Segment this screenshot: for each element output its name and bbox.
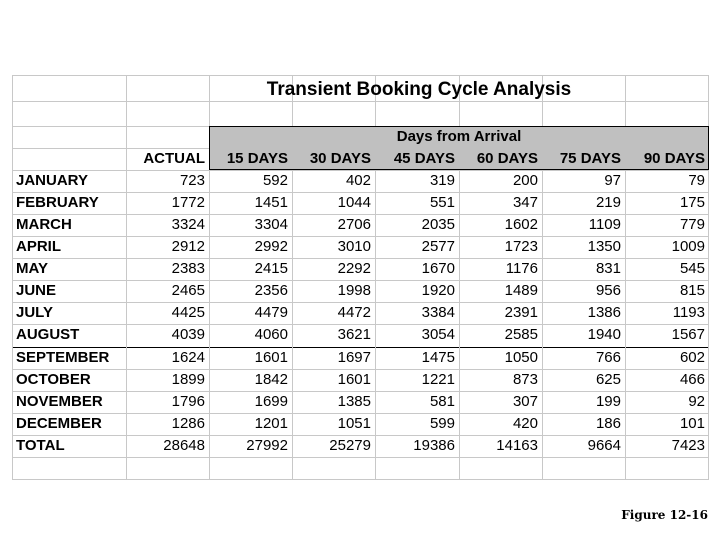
table-cell: 1624 [171, 349, 205, 366]
row-label: OCTOBER [16, 371, 91, 388]
table-cell: 92 [688, 393, 705, 410]
table-cell: 1221 [421, 371, 455, 388]
table-cell: 1051 [337, 415, 371, 432]
table-cell: 831 [595, 260, 621, 277]
column-header: ACTUAL [143, 150, 205, 167]
table-cell: 1385 [337, 393, 371, 410]
table-cell: 1109 [588, 216, 621, 233]
table-cell: 19386 [413, 437, 455, 454]
table-cell: 1286 [171, 415, 205, 432]
table-cell: 319 [429, 172, 455, 189]
table-cell: 402 [345, 172, 371, 189]
row-label: APRIL [16, 238, 61, 255]
column-header: 60 DAYS [476, 150, 538, 167]
row-label: NOVEMBER [16, 393, 103, 410]
table-cell: 956 [595, 282, 621, 299]
table-cell: 420 [512, 415, 538, 432]
row-label: MAY [16, 260, 48, 277]
table-cell: 1796 [171, 393, 205, 410]
table-cell: 1601 [337, 371, 371, 388]
table-title: Transient Booking Cycle Analysis [266, 79, 572, 100]
table-cell: 1772 [171, 194, 205, 211]
table-cell: 545 [679, 260, 705, 277]
table-cell: 723 [179, 172, 205, 189]
table-cell: 27992 [246, 437, 288, 454]
table-cell: 14163 [496, 437, 538, 454]
row-label: DECEMBER [16, 415, 102, 432]
row-label: FEBRUARY [16, 194, 99, 211]
table-cell: 2585 [504, 326, 538, 343]
column-header: 90 DAYS [643, 150, 705, 167]
table-cell: 1899 [171, 371, 205, 388]
table-cell: 9664 [587, 437, 621, 454]
table-cell: 1489 [504, 282, 538, 299]
days-from-arrival-header: Days from Arrival [396, 128, 522, 145]
table-cell: 1723 [504, 238, 538, 255]
table-cell: 1670 [421, 260, 455, 277]
table-cell: 2356 [254, 282, 288, 299]
table-cell: 1451 [254, 194, 288, 211]
table-cell: 815 [679, 282, 705, 299]
table-cell: 2383 [171, 260, 205, 277]
table-cell: 1842 [254, 371, 288, 388]
table-cell: 1602 [504, 216, 538, 233]
table-cell: 1699 [254, 393, 288, 410]
table-cell: 219 [595, 194, 621, 211]
table-cell: 7423 [671, 437, 705, 454]
table-cell: 97 [604, 172, 621, 189]
table-cell: 1350 [587, 238, 621, 255]
table-cell: 25279 [329, 437, 371, 454]
table-cell: 581 [429, 393, 455, 410]
row-label: JANUARY [16, 172, 88, 189]
table-cell: 1998 [337, 282, 371, 299]
figure-caption: Figure 12-16 [621, 508, 708, 522]
table-cell: 3054 [421, 326, 455, 343]
table-cell: 2706 [337, 216, 371, 233]
table-cell: 873 [512, 371, 538, 388]
table-cell: 466 [679, 371, 705, 388]
table-cell: 2415 [254, 260, 288, 277]
table-cell: 1176 [505, 260, 538, 277]
column-header: 15 DAYS [226, 150, 288, 167]
table-cell: 186 [595, 415, 621, 432]
table-cell: 1050 [504, 349, 538, 366]
table-cell: 599 [429, 415, 455, 432]
table-cell: 1567 [671, 326, 705, 343]
table-cell: 4479 [254, 304, 288, 321]
row-label: JULY [16, 304, 53, 321]
table-cell: 1601 [254, 349, 288, 366]
column-header: 30 DAYS [309, 150, 371, 167]
table-cell: 1044 [337, 194, 371, 211]
table-cell: 4039 [171, 326, 205, 343]
column-header: 45 DAYS [393, 150, 455, 167]
table-cell: 3621 [337, 326, 371, 343]
table-cell: 779 [679, 216, 705, 233]
table-cell: 1193 [672, 304, 705, 321]
spreadsheet-table [12, 75, 709, 480]
table-cell: 1201 [254, 415, 288, 432]
table-cell: 199 [595, 393, 621, 410]
table-cell: 2912 [171, 238, 205, 255]
grid-line [13, 457, 708, 458]
table-cell: 347 [512, 194, 538, 211]
column-header: 75 DAYS [559, 150, 621, 167]
table-cell: 551 [429, 194, 455, 211]
table-cell: 1475 [421, 349, 455, 366]
table-cell: 101 [679, 415, 705, 432]
table-cell: 2035 [421, 216, 455, 233]
table-cell: 3384 [421, 304, 455, 321]
table-cell: 4060 [254, 326, 288, 343]
row-label: TOTAL [16, 437, 65, 454]
table-cell: 3324 [171, 216, 205, 233]
table-cell: 602 [679, 349, 705, 366]
table-cell: 592 [262, 172, 288, 189]
table-cell: 1940 [587, 326, 621, 343]
table-cell: 2992 [254, 238, 288, 255]
table-cell: 4425 [171, 304, 205, 321]
row-label: JUNE [16, 282, 57, 299]
table-cell: 2292 [337, 260, 371, 277]
row-label: AUGUST [16, 326, 80, 343]
table-cell: 1920 [421, 282, 455, 299]
table-cell: 175 [679, 194, 705, 211]
table-cell: 2465 [171, 282, 205, 299]
table-cell: 200 [512, 172, 538, 189]
table-cell: 2391 [504, 304, 538, 321]
row-label: MARCH [16, 216, 72, 233]
table-cell: 3304 [254, 216, 288, 233]
table-cell: 4472 [337, 304, 371, 321]
row-label: SEPTEMBER [16, 349, 110, 366]
table-cell: 625 [595, 371, 621, 388]
table-cell: 2577 [421, 238, 455, 255]
table-cell: 28648 [163, 437, 205, 454]
table-cell: 1386 [587, 304, 621, 321]
table-cell: 766 [595, 349, 621, 366]
table-cell: 79 [688, 172, 705, 189]
table-cell: 307 [512, 393, 538, 410]
table-cell: 3010 [337, 238, 371, 255]
table-cell: 1697 [337, 349, 371, 366]
table-cell: 1009 [671, 238, 705, 255]
